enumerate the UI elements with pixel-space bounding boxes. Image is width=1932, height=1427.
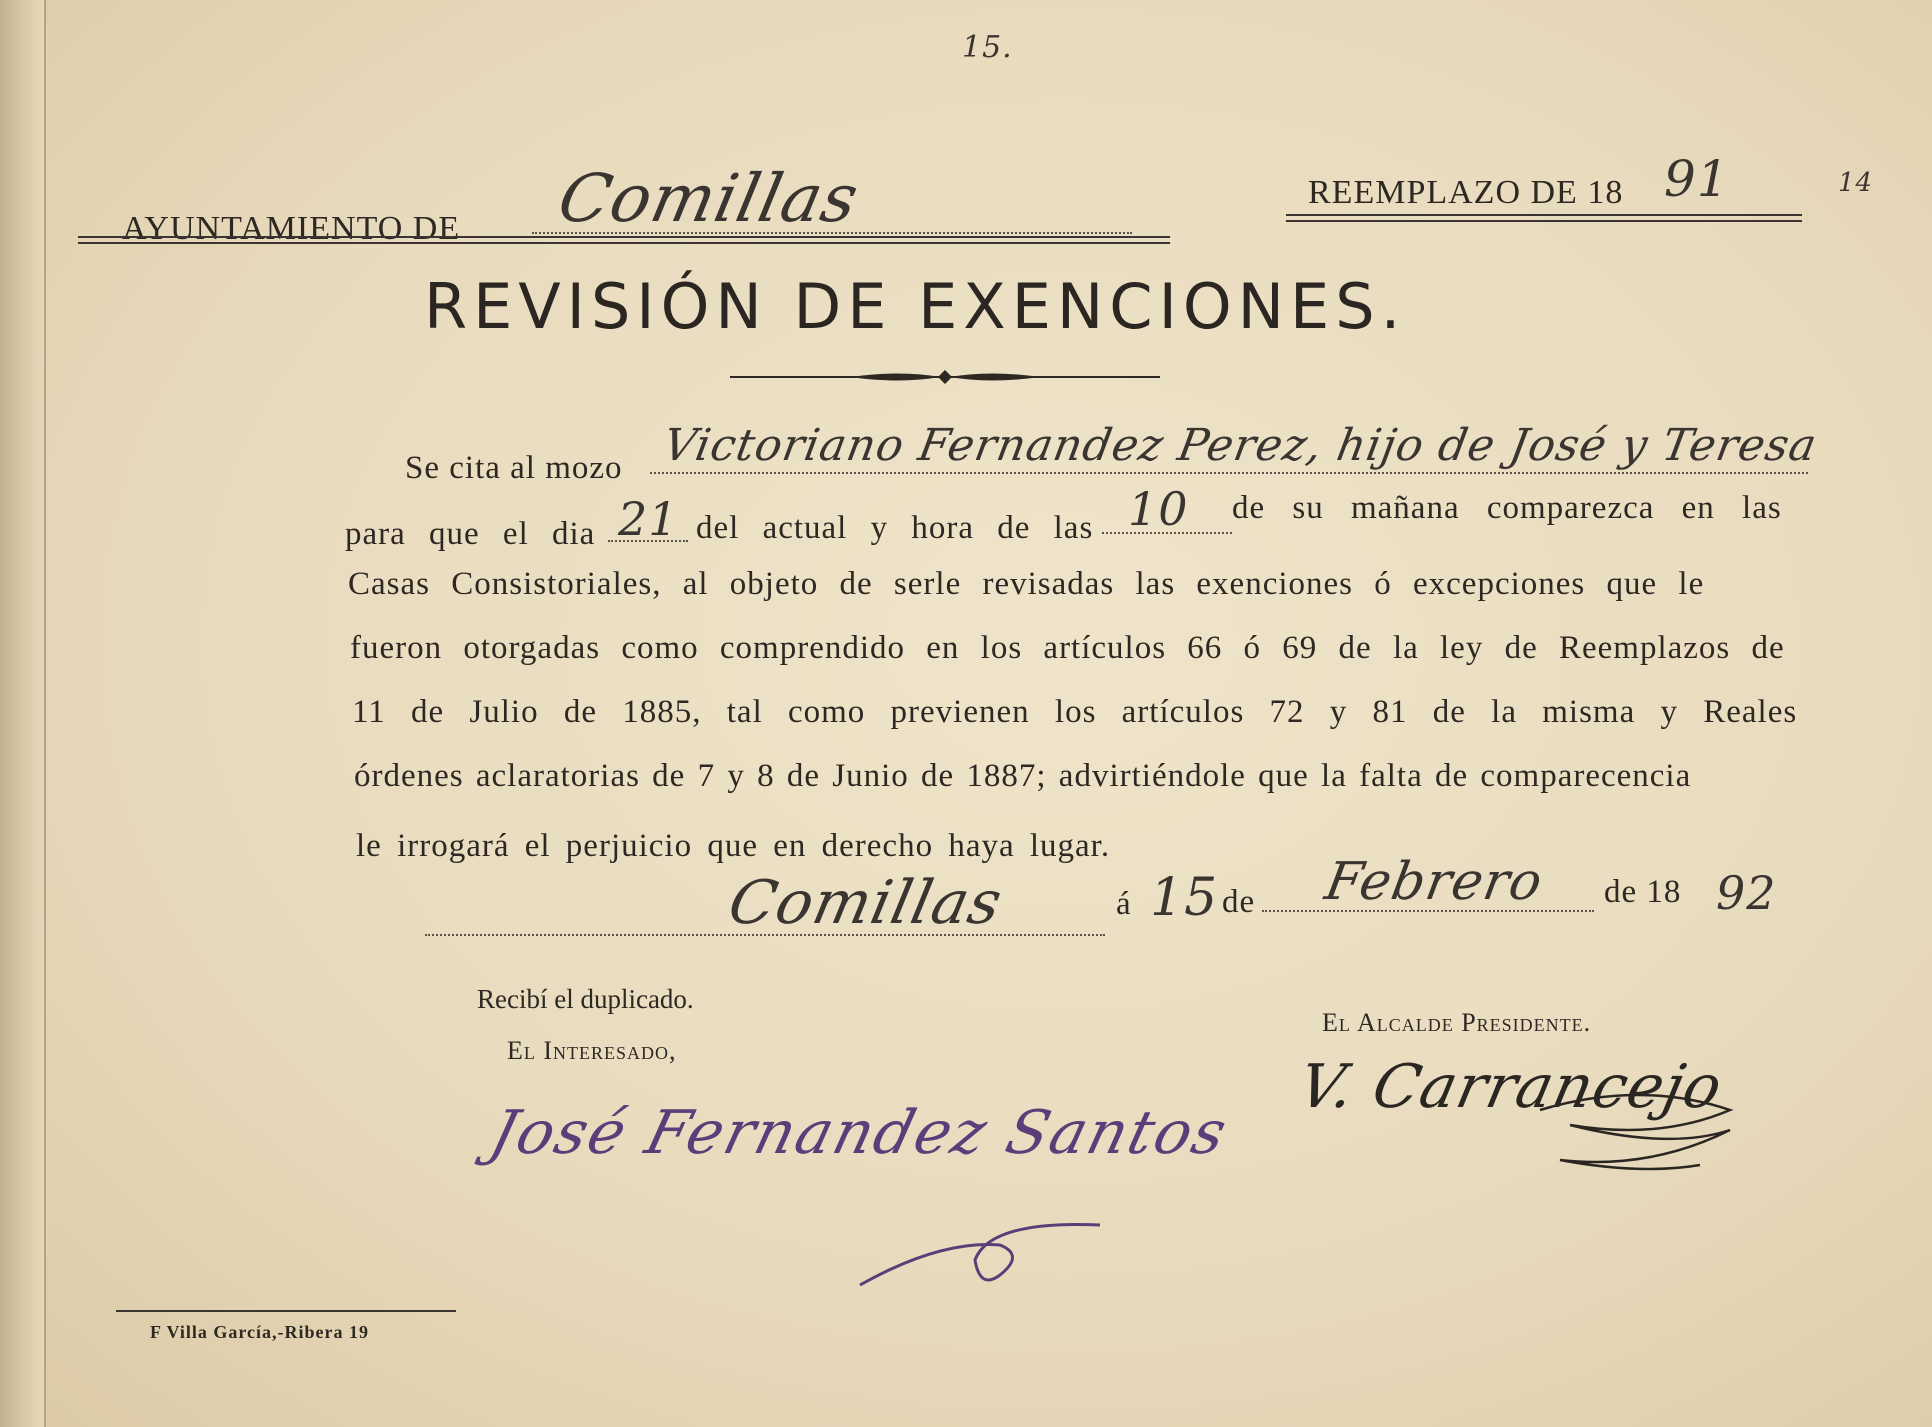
mayor-signature-flourish (1530, 1070, 1750, 1180)
hour-value: 10 (1128, 482, 1189, 536)
dateline-year-value: 92 (1716, 866, 1777, 920)
header-left-rule (78, 236, 1170, 244)
body-line-3: Casas Consistoriales, al objeto de serle revisadas las exenciones ó excepciones que le (348, 566, 1705, 602)
interested-signature-flourish (850, 1200, 1110, 1300)
dateline-month-value: Febrero (1320, 852, 1548, 912)
binding-edge (44, 0, 46, 1427)
received-duplicate-label: Recibí el duplicado. (477, 984, 694, 1014)
imprint-rule (116, 1310, 456, 1312)
printer-imprint: F Villa García,-Ribera 19 (150, 1322, 369, 1342)
dateline-year-label: de 18 (1604, 874, 1682, 910)
interested-signature: José Fernandez Santos (483, 1098, 1236, 1168)
folio-number: 15. (962, 30, 1013, 65)
day-value: 21 (618, 492, 679, 546)
municipality-label: AYUNTAMIENTO DE (122, 210, 461, 247)
dateline-a-label: á (1116, 886, 1132, 922)
header-right-rule (1286, 214, 1802, 222)
line2-end: de su mañana comparezca en las (1232, 490, 1782, 526)
conscript-name: Victoriano Fernandez Perez, hijo de José y Teresa (659, 420, 1822, 471)
replacement-label: REEMPLAZO DE 18 (1308, 174, 1624, 211)
corner-number: 14 (1838, 168, 1874, 198)
mayor-label: El Alcalde Presidente. (1322, 1008, 1592, 1037)
replacement-year-value: 91 (1664, 150, 1730, 208)
dateline-de-label: de (1222, 884, 1256, 920)
dateline-day-value: 15 (1150, 868, 1219, 928)
body-line-5: 11 de Julio de 1885, tal como previenen los artículos 72 y 81 de la misma y Reales (352, 694, 1798, 730)
body-line-7: le irrogará el perjuicio que en derecho haya lugar. (356, 828, 1111, 864)
body-line-6: órdenes aclaratorias de 7 y 8 de Junio de 1887; advirtiéndole que la falta de comparecencia (354, 758, 1692, 794)
body-line-4: fueron otorgadas como comprendido en los artículos 66 ó 69 de la ley de Reemplazos de (350, 630, 1785, 666)
citation-label: Se cita al mozo (405, 450, 623, 486)
title-ornament (730, 362, 1160, 392)
document-title: REVISIÓN DE EXENCIONES. (424, 270, 1407, 343)
interested-label: El Interesado, (507, 1036, 677, 1065)
municipality-value: Comillas (551, 160, 866, 237)
line2-mid: del actual y hora de las (696, 510, 1094, 546)
dateline-place-value: Comillas (722, 868, 1009, 938)
mayor-signature: V. Carrancejo (1292, 1052, 1729, 1122)
book-binding-shadow (0, 0, 44, 1427)
line2-para: para que el dia (345, 516, 596, 552)
